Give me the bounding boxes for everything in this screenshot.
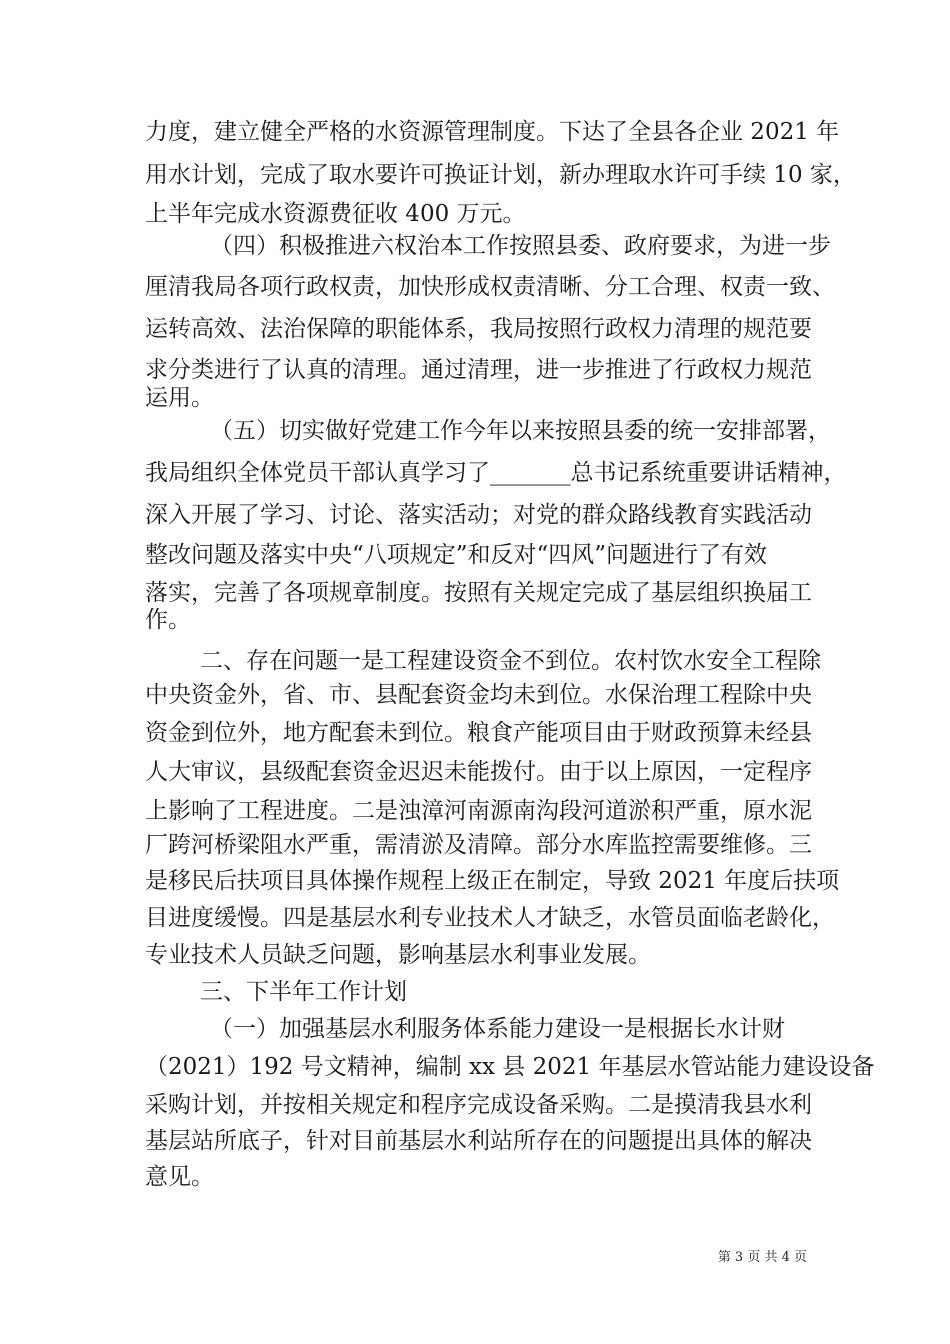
paragraph-heading-4: （四）积极推进六权治本工作按照县委、政府要求，为进一步 [210, 233, 831, 259]
text-line: 运转高效、法治保障的职能体系，我局按照行政权力清理的规范要 [145, 316, 812, 342]
section-heading-3: 三、下半年工作计划 [200, 979, 407, 1005]
text-line: 是移民后扶项目具体操作规程上级正在制定，导致 2021 年度后扶项 [145, 868, 840, 894]
paragraph-heading-5: （五）切实做好党建工作今年以来按照县委的统一安排部署， [210, 418, 831, 444]
text-line: 我局组织全体党员干部认真学习了_______总书记系统重要讲话精神， [145, 460, 847, 486]
text-line: 采购计划，并按相关规定和程序完成设备采购。二是摸清我县水利 [145, 1092, 812, 1118]
text-line: 基层站所底子，针对目前基层水利站所存在的问题提出具体的解决 [145, 1128, 812, 1154]
text-line: 意见。 [145, 1164, 214, 1190]
text-line: 厂跨河桥梁阻水严重，需清淤及清障。部分水库监控需要维修。三 [145, 832, 812, 858]
text-line: 专业技术人员缺乏问题，影响基层水利事业发展。 [145, 942, 651, 968]
text-line: 整改问题及落实中央“八项规定”和反对“四风”问题进行了有效 [145, 542, 768, 568]
text-line: 求分类进行了认真的清理。通过清理，进一步推进了行政权力规范 [145, 357, 812, 383]
text-line: 上影响了工程进度。二是浊漳河南源南沟段河道淤积严重，原水泥 [145, 798, 812, 824]
text-line: 中央资金外，省、市、县配套资金均未到位。水保治理工程除中央 [145, 682, 812, 708]
text-line: （2021）192 号文精神，编制 xx 县 2021 年基层水管站能力建设设备 [145, 1054, 875, 1080]
text-line: 深入开展了学习、讨论、落实活动；对党的群众路线教育实践活动 [145, 502, 812, 528]
text-line: 落实，完善了各项规章制度。按照有关规定完成了基层组织换届工 [145, 580, 812, 606]
paragraph-heading-1: （一）加强基层水利服务体系能力建设一是根据长水计财 [210, 1016, 785, 1042]
text-line: 力度，建立健全严格的水资源管理制度。下达了全县各企业 2021 年 [145, 119, 840, 145]
text-line: 人大审议，县级配套资金迟迟未能拨付。由于以上原因，一定程序 [145, 759, 812, 785]
section-heading-2: 二、存在问题一是工程建设资金不到位。农村饮水安全工程除 [200, 648, 821, 674]
text-line: 上半年完成水资源费征收 400 万元。 [145, 201, 526, 227]
text-line: 目进度缓慢。四是基层水利专业技术人才缺乏，水管员面临老龄化， [145, 905, 835, 931]
text-line: 资金到位外，地方配套未到位。粮食产能项目由于财政预算未经县 [145, 720, 812, 746]
text-line: 运用。 [145, 385, 214, 411]
page-number: 第 3 页 共 4 页 [717, 1250, 807, 1265]
text-line: 厘清我局各项行政权责，加快形成权责清晰、分工合理、权责一致、 [145, 274, 835, 300]
text-line: 作。 [145, 607, 191, 633]
text-line: 用水计划，完成了取水要许可换证计划，新办理取水许可手续 10 家， [145, 162, 856, 188]
